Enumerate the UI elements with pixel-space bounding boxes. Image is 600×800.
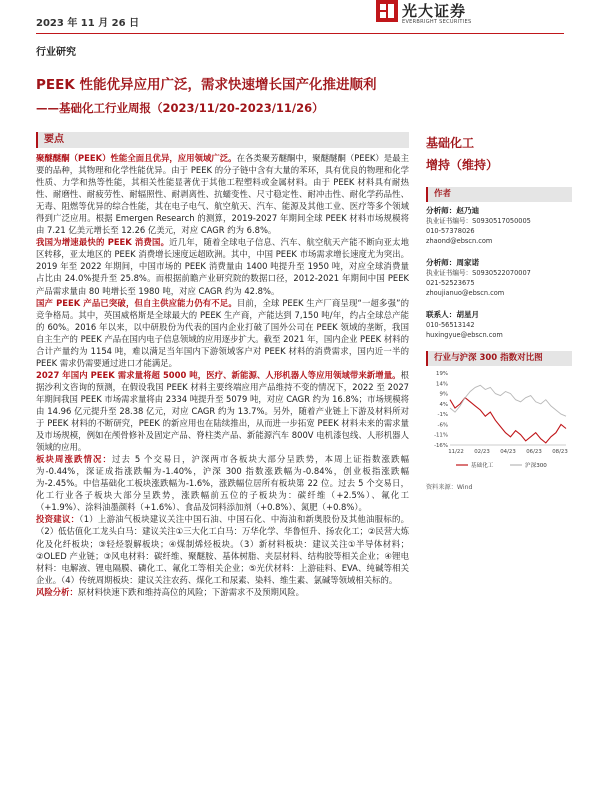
industry-name: 基础化工	[426, 136, 475, 150]
analyst-phone: 010-57378026	[426, 227, 475, 235]
brand-logo	[376, 0, 526, 34]
analyst-email[interactable]: zhaond@ebscn.com	[426, 237, 493, 245]
y-tick-label: 9%	[439, 391, 448, 398]
paragraph-domestic-supply	[36, 297, 409, 369]
x-tick-label: 04/23	[500, 449, 516, 455]
report-title: PEEK 性能优异应用广泛，需求快速增长国产化推进顺利	[36, 77, 377, 93]
y-tick-label: 4%	[439, 401, 448, 408]
legend-label: 基础化工	[471, 463, 494, 469]
contact-name: 联系人：胡星月	[426, 310, 480, 319]
paragraph-weekly-performance	[36, 453, 409, 513]
paragraph-body: 过去 5 个交易日，沪深两市各板块大部分呈跌势，本周上证指数涨跌幅为-0.44%，深证成指涨跌幅为-1.40%，沪深 300 指数涨跌幅为-0.84%，创业板指涨跌幅为-2.45%。中信基础化工板块涨跌幅为-1.6%，涨跌幅位居所有板块第 22 位。过去 5 个交易日，化工行业各子板块大部分呈跌势，涨跌幅前五位的子板块为：碳纤维（+2.5%）、氟化工（+1.9%）、涂料油墨颜料（+1.6%）、食品及饲料添加剂（+0.8%）、氮肥（+0.8%）。	[36, 454, 409, 513]
paragraph-body: 目前，全球 PEEK 生产厂商呈现“一超多强”的竞争格局。其中，英国威格斯是全球最大的 PEEK 生产商，产能达到 7,150 吨/年，约占全球总产能的 60%。2016 年以来，以中研股份为代表的国内企业打破了国外公司在 PEEK 领域的垄断，我国自主生产的 PEEK 产品在国内电子信息领域的应用逐步扩大。截至 2021 年，国内企业 PEEK 材料的合计产量约为 1154 吨，难以满足当年国内下游领域客户对 PEEK 材料的消费需求，国内近一半的 PEEK 需求仍需要通过进口才能满足。	[36, 297, 409, 368]
section-label: 行业研究	[36, 47, 76, 58]
header-divider	[36, 33, 564, 34]
paragraph-body: （1）上游油气板块建议关注中国石油、中国石化、中海油和新奥股份及其他油服标的。（2）低估值化工龙头白马：建议关注①三大化工白马：万华化学、华鲁恒升、扬农化工；②民营大炼化及化纤板块；③轻烃裂解板块；④煤制烯烃板块。（3）新材料板块：建议关注①半导体材料；②OLED 产业链；③风电材料：碳纤维、聚醚胺、基体树脂、夹层材料、结构胶等相关企业；④锂电材料：电解液、锂电隔膜、磷化工、氟化工等相关企业；⑤光伏材料：上游硅料、EVA、纯碱等相关企业。（4）传统周期板块：建议关注农药、煤化工和尿素、染料、维生素、氯碱等领域相关标的。	[36, 514, 410, 585]
index-comparison-chart	[426, 369, 572, 479]
contact-phone: 010-56513142	[426, 321, 475, 329]
y-tick-label: -6%	[437, 422, 448, 429]
x-tick-label: 06/23	[526, 449, 542, 455]
paragraph-lead: 聚醚醚酮（PEEK）性能全面且优异，应用领域广泛。	[36, 153, 237, 163]
series-line-hs300	[450, 385, 566, 416]
report-subtitle: ——基础化工行业周报（2023/11/20-2023/11/26）	[36, 101, 324, 115]
logo-mark-icon	[376, 0, 398, 22]
contact-card	[426, 309, 572, 340]
paragraph-lead: 国产 PEEK 产品已突破，但自主供应能力仍有不足。	[36, 297, 237, 308]
y-tick-label: -16%	[434, 443, 448, 449]
paragraph-demand-forecast	[36, 369, 409, 453]
x-tick-label: 02/23	[474, 449, 490, 455]
paragraph-body: 在各类聚芳醚酮中，聚醚醚酮（PEEK）是最主要的品种，其物理和化学性能优异。由于 PEEK 的分子链中含有大量的苯环，具有优良的物理和化学性质、力学和热等性能，其相关性能显著优于其他工程塑料或金属材料。由于 PEEK 材料具有耐热性、耐磨性、耐疲劳性、耐辐照性、耐剥离性、抗蠕变性、尺寸稳定性、耐冲击性、耐化学药品性、无毒、阻燃等优异的综合性能，其在电子电气、航空航天、汽车、能源及其他工业、医疗等多个领域得到广泛应用。根据 Emergen Research 的测算，2019-2027 年期间全球 PEEK 材料市场规模将由 7.21 亿美元增长至 12.26 亿美元，对应 CAGR 约为 6.8%。	[36, 153, 409, 236]
analyst-phone: 021-52523675	[426, 279, 475, 287]
paragraph-lead: 2027 年国内 PEEK 需求量将超 5000 吨，医疗、新能源、人形机器人等应用领域带来新增量。	[36, 369, 401, 380]
paragraph-body: 原材料快速下跌和维持高位的风险；下游需求不及预期风险。	[77, 586, 304, 597]
paragraph-china-demand	[36, 236, 409, 296]
x-tick-label: 11/22	[448, 449, 464, 455]
main-content	[36, 132, 409, 598]
paragraph-lead: 风险分析：	[36, 586, 78, 597]
logo-text-en: EVERBRIGHT SECURITIES	[402, 19, 472, 25]
paragraph-body: 近几年，随着全球电子信息、汽车、航空航天产能不断向亚太地区转移，亚太地区的 PEEK 消费增长速度远超欧洲。其中，中国 PEEK 市场需求增长速度尤为突出。2019 年至 2022 年期间，中国市场的 PEEK 消费量由 1400 吨提升至 1950 吨，对应全球消费量占比由 24.0%提升至 25.8%。而根据前瞻产业研究院的数据口径，2012-2021 年期间中国 PEEK 产品需求量由 80 吨增长至 1980 吨，对应 CAGR 约为 42.8%。	[36, 237, 409, 296]
contact-email[interactable]: huxingyue@ebscn.com	[426, 331, 503, 339]
analyst-card	[426, 205, 572, 246]
y-tick-label: 14%	[436, 381, 448, 388]
paragraph-lead: 投资建议：	[36, 514, 80, 525]
x-tick-label: 08/23	[552, 449, 568, 455]
analyst-email[interactable]: zhoujianuo@ebscn.com	[426, 289, 505, 297]
chart-heading: 行业与沪深 300 指数对比图	[426, 351, 572, 366]
paragraph-risk-analysis	[36, 586, 409, 598]
line-chart	[426, 369, 572, 479]
logo-text-cn: 光大证券	[402, 2, 467, 20]
y-tick-label: -1%	[437, 412, 448, 419]
paragraph-investment-advice	[36, 513, 409, 585]
analyst-name: 分析师：赵乃迪	[426, 206, 480, 215]
y-tick-label: 19%	[436, 371, 448, 377]
rating: 增持（维持）	[426, 158, 499, 172]
analyst-name: 分析师：周家诺	[426, 258, 480, 267]
paragraph-peek-performance	[36, 152, 409, 236]
paragraph-lead: 板块周涨跌情况：	[36, 454, 113, 465]
y-tick-label: -11%	[434, 432, 448, 439]
series-line-chemical	[450, 398, 566, 443]
paragraph-body: 根据沙利文咨询的预测，在假设我国 PEEK 材料主要终端应用产品维持不变的情况下，2022 至 2027 年期间我国 PEEK 市场需求量将由 2334 吨提升至 5079 吨，对应 CAGR 约为 16.8%；市场规模将由 14.96 亿元提升至 28.38 亿元，对应 CAGR 约为 13.7%。另外，随着产业链上下游及材料所对于 PEEK 材料的不断研究，PEEK 的新应用也在陆续推出，从而进一步拓宽 PEEK 材料未来的需求量及市场规模，例如在颅骨修补及固定产品、脊柱类产品、新能源汽车 800V 电机漆包线、人形机器人领域的应用。	[36, 369, 409, 453]
legend-label: 沪深300	[525, 463, 547, 469]
report-date: 2023 年 11 月 26 日	[36, 18, 140, 29]
sidebar	[426, 135, 572, 491]
analyst-cert: 执业证书编号：S0930517050005	[426, 217, 531, 225]
analyst-cert: 执业证书编号：S0930522070007	[426, 269, 531, 277]
paragraph-lead: 我国为增速最快的 PEEK 消费国。	[36, 237, 170, 248]
key-points-heading: 要点	[36, 132, 409, 148]
authors-heading: 作者	[426, 187, 572, 202]
analyst-card	[426, 257, 572, 298]
chart-source: 资料来源：Wind	[426, 484, 473, 491]
